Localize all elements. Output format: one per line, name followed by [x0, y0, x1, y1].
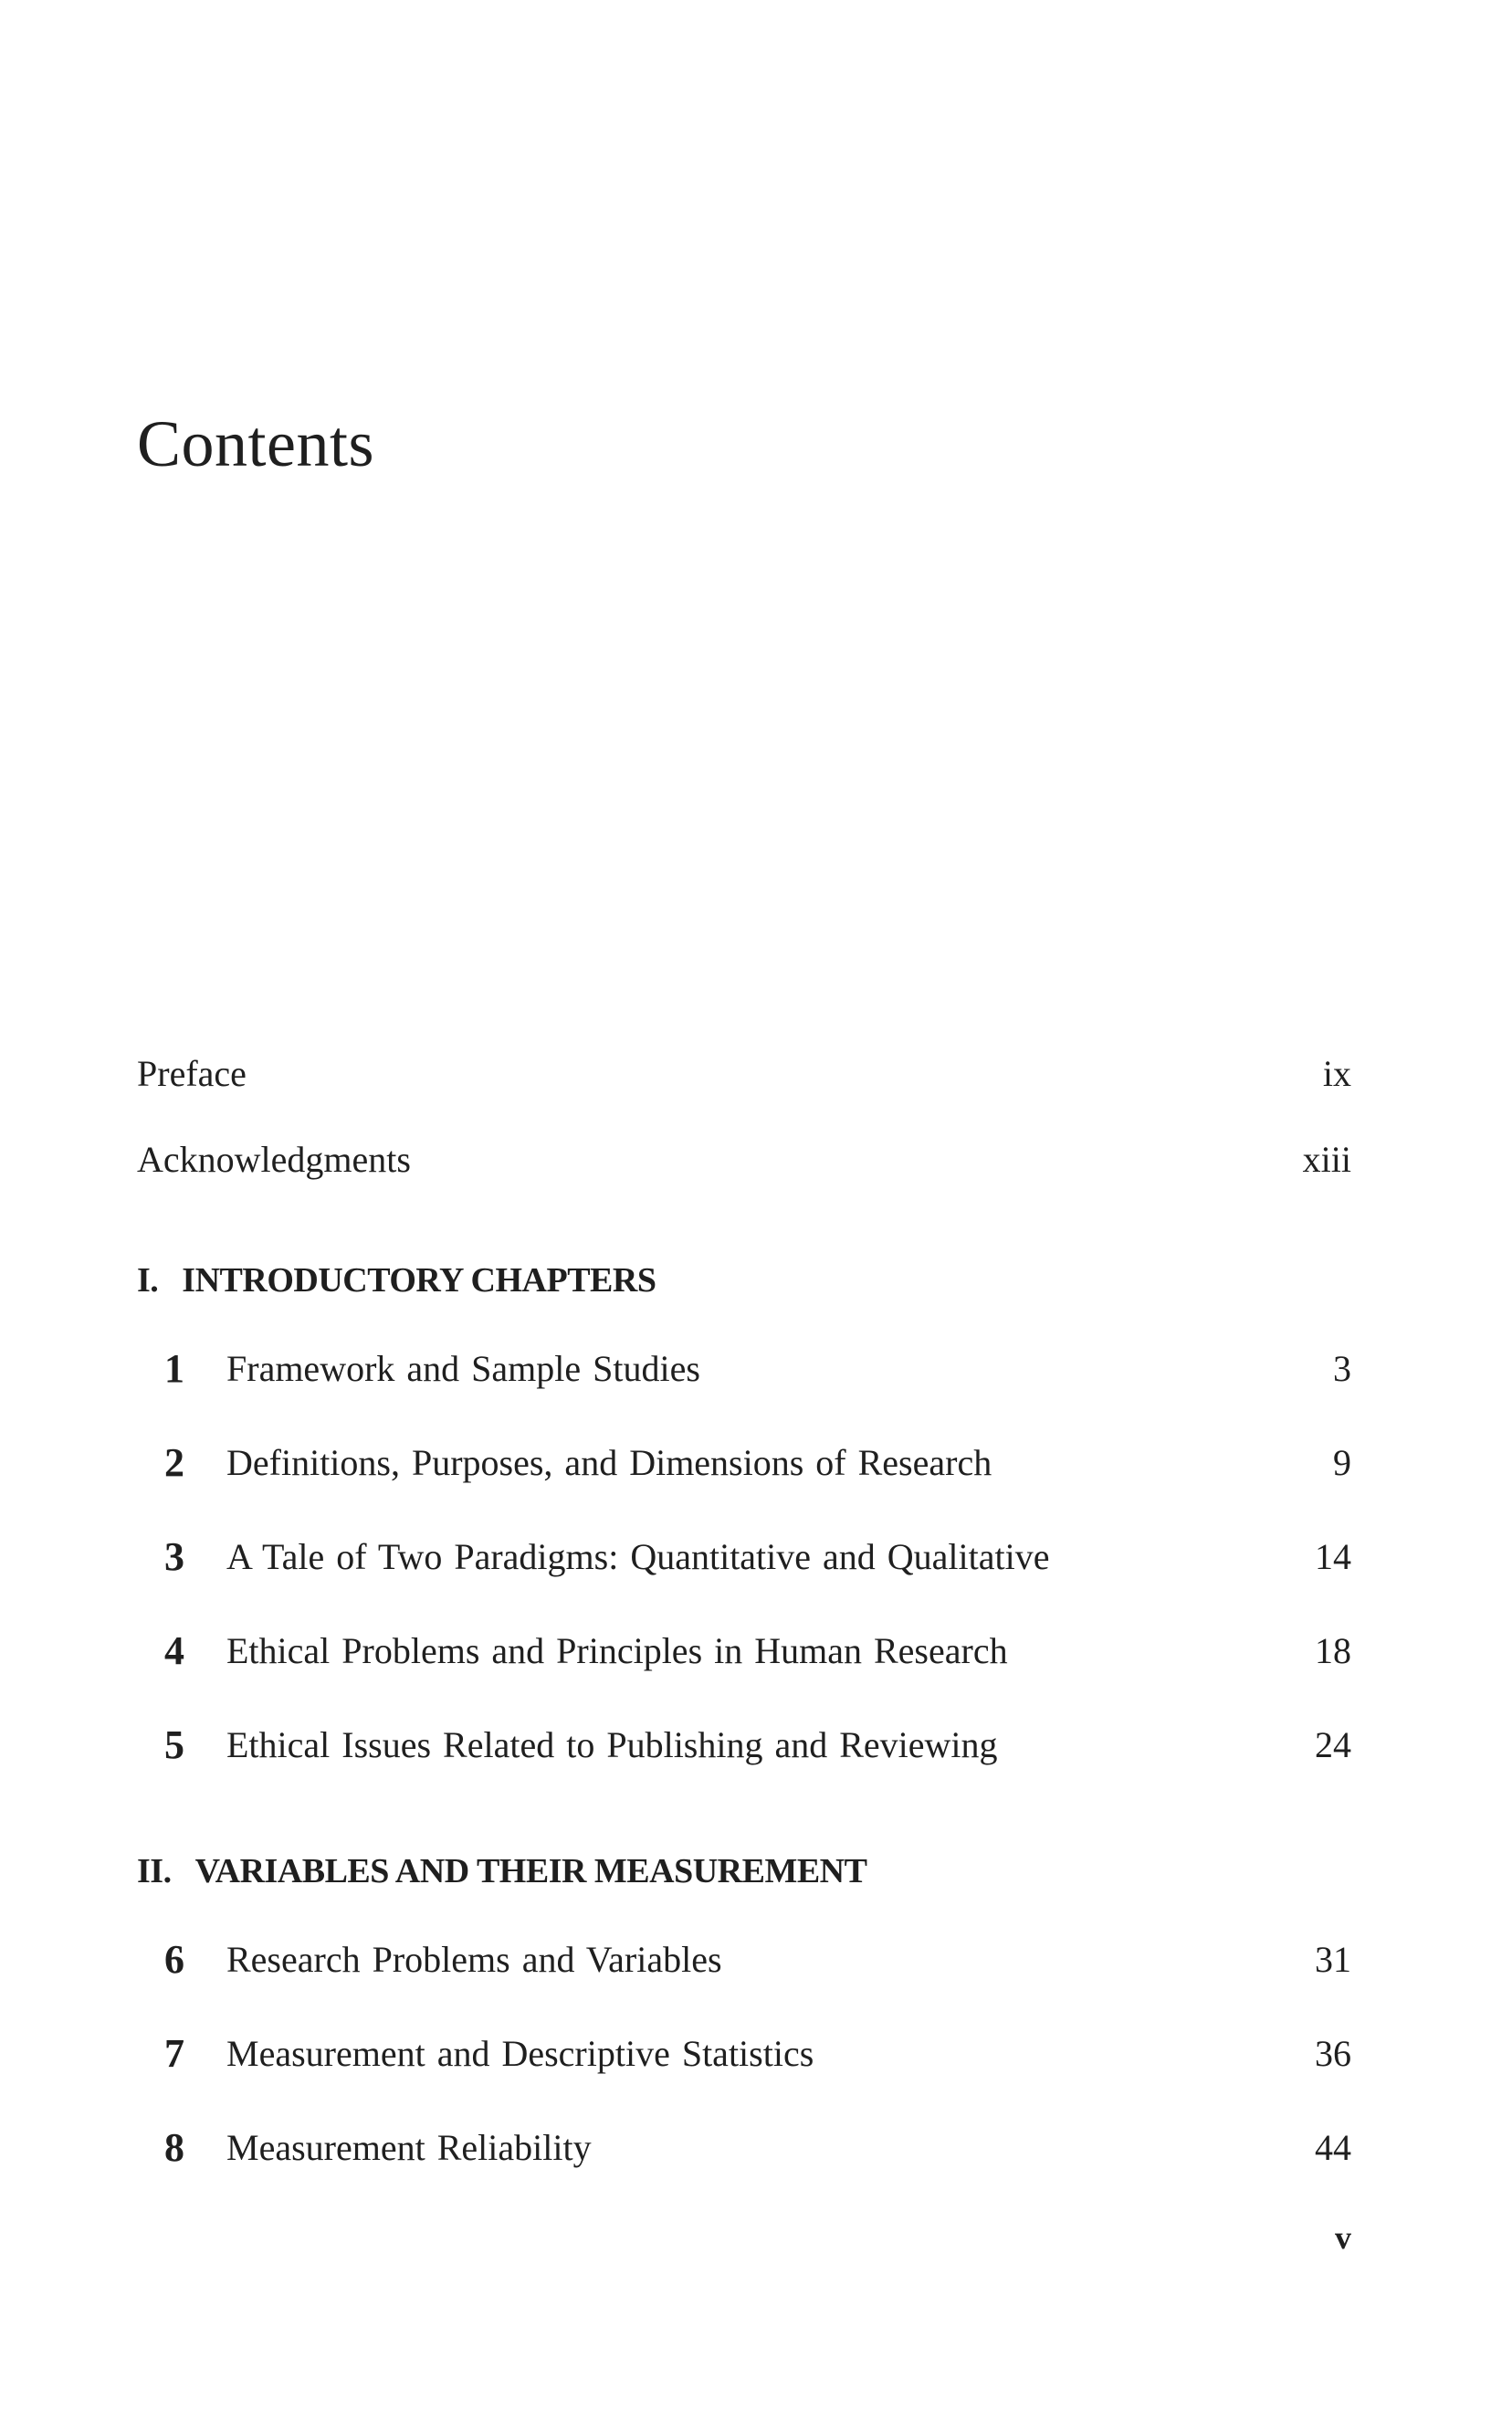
part-title: VARIABLES AND THEIR MEASUREMENT [194, 1852, 867, 1890]
chapter-number: 5 [164, 1722, 184, 1767]
chapter-number: 8 [164, 2125, 184, 2170]
chapter-number: 7 [164, 2031, 184, 2076]
chapter-number: 6 [164, 1937, 184, 1982]
chapter-page: 3 [1333, 1348, 1351, 1389]
toc-chapter-7[interactable] [137, 2022, 1351, 2086]
chapter-title: Measurement Reliability [226, 2127, 592, 2168]
toc-chapter-1[interactable] [137, 1337, 1351, 1401]
page-folio: v [1335, 2219, 1351, 2256]
chapter-page: 9 [1333, 1442, 1351, 1483]
toc-chapter-8[interactable] [137, 2116, 1351, 2180]
toc-chapter-4[interactable] [137, 1619, 1351, 1683]
part-numeral: I. [137, 1261, 159, 1300]
chapter-title: Ethical Issues Related to Publishing and Reviewing [226, 1724, 998, 1765]
chapter-page: 31 [1315, 1939, 1351, 1980]
chapter-page: 14 [1315, 1536, 1351, 1577]
toc-chapter-6[interactable] [137, 1928, 1351, 1992]
part-heading-2 [137, 1844, 866, 1899]
toc-entry-page: ix [1322, 1053, 1351, 1094]
chapter-number: 1 [164, 1346, 184, 1391]
chapter-title: Definitions, Purposes, and Dimensions of Research [226, 1442, 992, 1483]
chapter-title: Measurement and Descriptive Statistics [226, 2033, 814, 2074]
chapter-number: 2 [164, 1440, 184, 1485]
toc-entry-acknowledgments[interactable] [137, 1132, 1351, 1187]
part-title: INTRODUCTORY CHAPTERS [182, 1261, 656, 1300]
chapter-page: 24 [1315, 1724, 1351, 1765]
chapter-title: Framework and Sample Studies [226, 1348, 700, 1389]
chapter-title: A Tale of Two Paradigms: Quantitative and Qualitative [226, 1536, 1050, 1577]
chapter-number: 4 [164, 1628, 184, 1673]
toc-chapter-5[interactable] [137, 1713, 1351, 1777]
chapter-title: Ethical Problems and Principles in Human Research [226, 1630, 1008, 1671]
part-heading-1 [137, 1253, 656, 1308]
toc-chapter-3[interactable] [137, 1525, 1351, 1589]
toc-entry-preface[interactable] [137, 1047, 1351, 1101]
chapter-page: 36 [1315, 2033, 1351, 2074]
part-numeral: II. [137, 1852, 172, 1890]
chapter-number: 3 [164, 1534, 184, 1579]
toc-entry-label: Preface [137, 1053, 247, 1094]
chapter-page: 18 [1315, 1630, 1351, 1671]
toc-chapter-2[interactable] [137, 1431, 1351, 1495]
toc-entry-label: Acknowledgments [137, 1139, 411, 1180]
chapter-title: Research Problems and Variables [226, 1939, 722, 1980]
page-title: Contents [137, 407, 375, 480]
chapter-page: 44 [1315, 2127, 1351, 2168]
toc-entry-page: xiii [1302, 1139, 1351, 1180]
